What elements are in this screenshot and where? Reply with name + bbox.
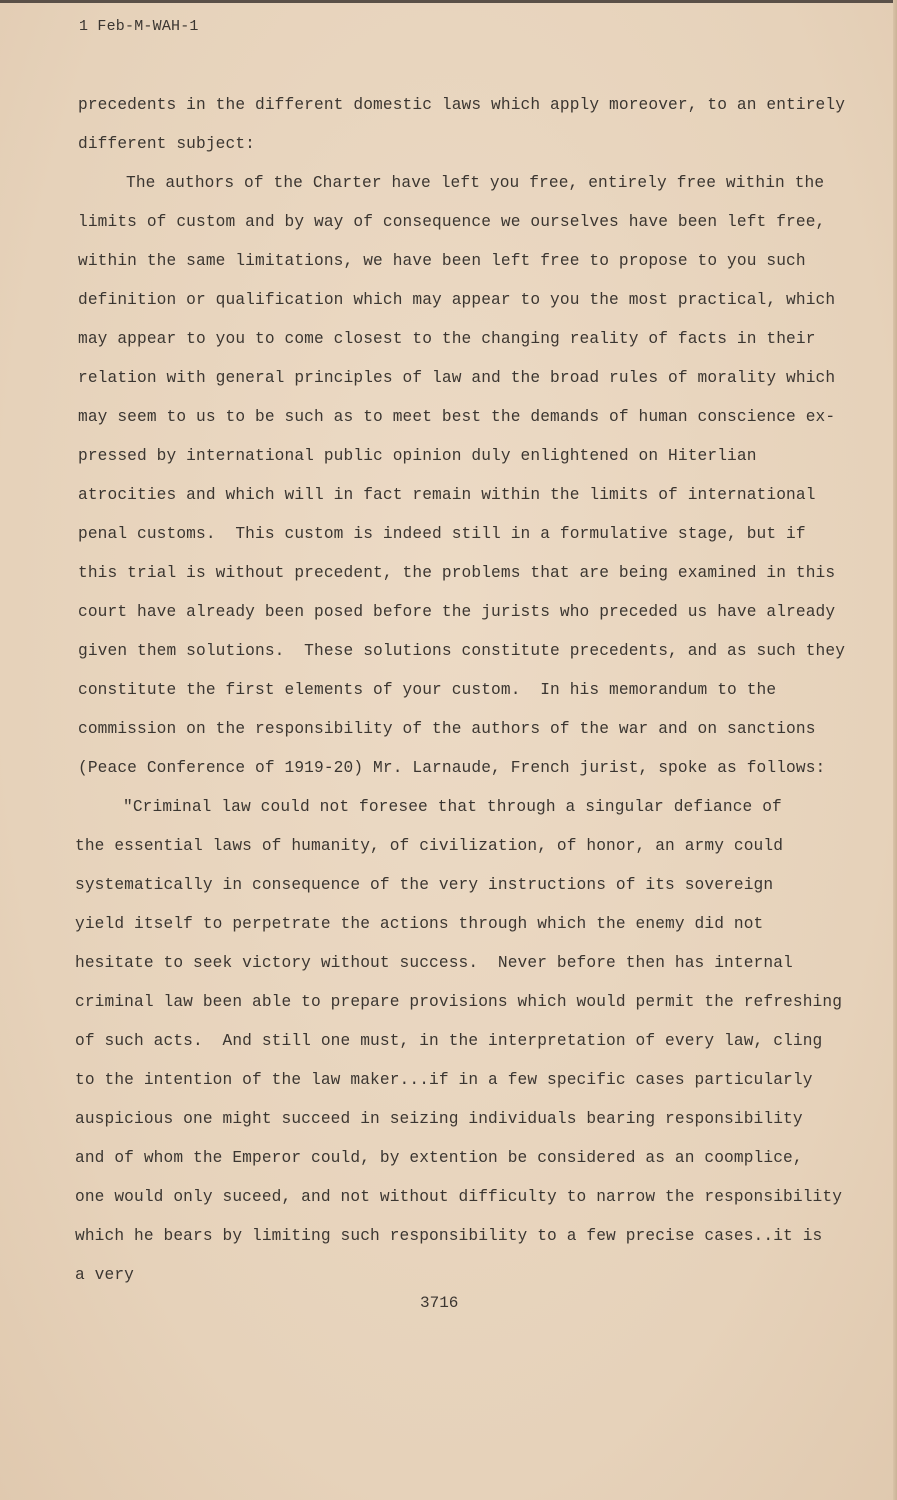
text-line: penal customs. This custom is indeed still in a formulative stage, but if (78, 525, 806, 543)
text-line: pressed by international public opinion duly enlightened on Hiterlian (78, 447, 757, 465)
quoted-text-line: a very (75, 1266, 135, 1284)
text-line: limits of custom and by way of consequence we ourselves have been left free, (78, 213, 826, 231)
typewritten-body (75, 92, 858, 1301)
text-line: different subject: (78, 135, 256, 153)
text-line: given them solutions. These solutions constitute precedents, and as such they (78, 642, 846, 660)
quoted-text-line: hesitate to seek victory without success. Never before then has internal (75, 954, 793, 972)
text-line: precedents in the different domestic laws which apply moreover, to an entirely (78, 96, 846, 114)
quoted-text-line: yield itself to perpetrate the actions through which the enemy did not (75, 915, 764, 933)
quoted-text-line: the essential laws of humanity, of civilization, of honor, an army could (75, 837, 784, 855)
text-line: court have already been posed before the jurists who preceded us have already (78, 603, 836, 621)
text-line: definition or qualification which may appear to you the most practical, which (78, 291, 836, 309)
quoted-text-line: to the intention of the law maker...if in a few specific cases particularly (75, 1071, 813, 1089)
text-line: may appear to you to come closest to the changing reality of facts in their (78, 330, 816, 348)
text-line: (Peace Conference of 1919-20) Mr. Larnaude, French jurist, spoke as follows: (78, 759, 826, 777)
text-line: this trial is without precedent, the problems that are being examined in this (78, 564, 836, 582)
text-line: within the same limitations, we have been left free to propose to you such (78, 252, 806, 270)
text-line: commission on the responsibility of the authors of the war and on sanctions (78, 720, 816, 738)
text-line: atrocities and which will in fact remain within the limits of international (78, 486, 816, 504)
quoted-text-line: one would only suceed, and not without difficulty to narrow the responsibility (75, 1188, 843, 1206)
page-number: 3716 (420, 1294, 459, 1312)
page-right-edge (893, 0, 897, 1500)
text-line: The authors of the Charter have left you free, entirely free within the (126, 174, 825, 192)
quoted-text-line: of such acts. And still one must, in the interpretation of every law, cling (75, 1032, 823, 1050)
document-id: 1 Feb-M-WAH-1 (79, 18, 199, 35)
quoted-text-line: auspicious one might succeed in seizing individuals bearing responsibility (75, 1110, 803, 1128)
text-line: may seem to us to be such as to meet best the demands of human conscience ex- (78, 408, 836, 426)
text-line: relation with general principles of law and the broad rules of morality which (78, 369, 836, 387)
quoted-text-line: systematically in consequence of the very instructions of its sovereign (75, 876, 774, 894)
quoted-text-line: "Criminal law could not foresee that through a singular defiance of (123, 798, 782, 816)
quoted-text-line: and of whom the Emperor could, by extention be considered as an coomplice, (75, 1149, 803, 1167)
quoted-text-line: criminal law been able to prepare provisions which would permit the refreshing (75, 993, 843, 1011)
text-line: constitute the first elements of your custom. In his memorandum to the (78, 681, 777, 699)
page-top-edge (0, 0, 897, 3)
quoted-text-line: which he bears by limiting such responsibility to a few precise cases..it is (75, 1227, 823, 1245)
